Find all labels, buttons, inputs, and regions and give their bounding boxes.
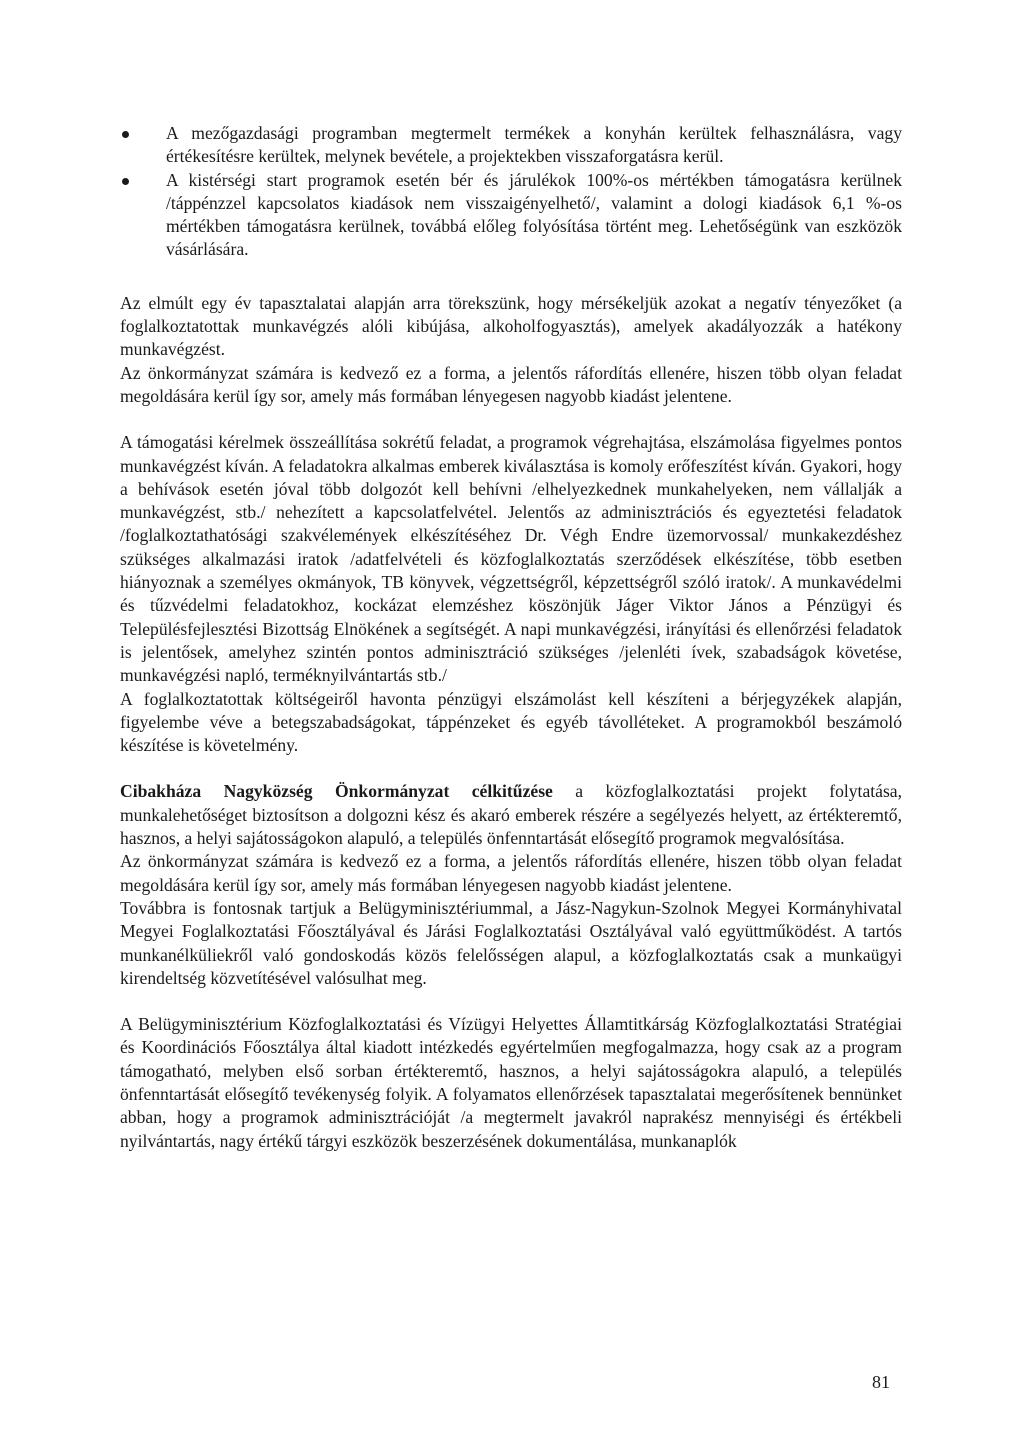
bullet-list bbox=[120, 122, 902, 262]
objective-heading: Cibakháza Nagyközség Önkormányzat célkitűzése bbox=[120, 781, 553, 802]
bullet-icon bbox=[122, 178, 129, 185]
document-body bbox=[120, 122, 902, 1153]
paragraph-costs: A foglalkoztatottak költségeiről havonta pénzügyi elszámolást kell készíteni a bérjegyzékek alapján, figyelembe véve a betegszabadságokat, táppénzeket és egyéb távolléteket. A programokból beszámoló készítése is követelmény. bbox=[120, 688, 902, 756]
bullet-item bbox=[120, 169, 902, 262]
paragraph-objective bbox=[120, 780, 902, 850]
paragraph-application-tasks: A támogatási kérelmek összeállítása sokrétű feladat, a programok végrehajtása, elszámolása figyelmes pontos munkavégzést kíván. A feladatokra alkalmas emberek kiválasztása is komoly erőfeszítést kíván. Gyakori, hogy a behívások esetén jóval több dolgozót kell behívni /elhelyezkednek munkahelyeken, nem vállalják a munkavégzést, stb./ nehezített a kapcsolatfelvétel. Jelentős az adminisztrációs és egyeztetési feladatok /foglalkoztathatósági szakvélemények elkészítéséhez Dr. Végh Endre üzemorvossal/ munkakezdéshez szükséges alkalmazási iratok /adatfelvételi és közfoglalkoztatás szerződések elkészítése, több esetben hiányoznak a személyes okmányok, TB könyvek, végzettségről, képzettségről szóló iratok/. A munkavédelmi és tűzvédelmi feladatokhoz, kockázat elemzéshez köszönjük Jáger Viktor János a Pénzügyi és Településfejlesztési Bizottság Elnökének a segítségét. A napi munkavégzési, irányítási és ellenőrzési feladatok is jelentősek, amelyhez szintén pontos adminisztráció szükséges /jelenléti ívek, szabadságok követése, munkavégzési napló, terméknyilvántartás stb./ bbox=[120, 432, 902, 686]
page-number: 81 bbox=[872, 1372, 890, 1392]
bullet-icon bbox=[122, 131, 129, 138]
bullet-text: A mezőgazdasági programban megtermelt termékek a konyhán kerültek felhasználásra, vagy értékesítésre kerültek, melynek bevétele, a projektekben visszaforgatásra kerül. bbox=[166, 123, 902, 167]
paragraph-favorable-form: Az önkormányzat számára is kedvező ez a forma, a jelentős ráfordítás ellenére, hiszen több olyan feladat megoldására kerül így sor, amely más formában lényegesen nagyobb kiadást jelentene. bbox=[120, 362, 902, 406]
paragraph-experience: Az elmúlt egy év tapasztalatai alapján arra törekszünk, hogy mérsékeljük azokat a negatív tényezőket (a foglalkoztatottak munkavégzés alóli kibújása, alkoholfogyasztás), amelyek akadályozzák a hatékony munkavégzést. bbox=[120, 292, 902, 360]
paragraph-cooperation: Továbbra is fontosnak tartjuk a Belügyminisztériummal, a Jász-Nagykun-Szolnok Megyei Kormányhivatal Megyei Foglalkoztatási Főosztályával és Járási Foglalkoztatási Osztályával való együttműködést. A tartós munkanélküliekről való gondoskodás közös felelősségen alapul, a közfoglalkoztatás csak a munkaügyi kirendeltség közvetítésével valósulhat meg. bbox=[120, 897, 902, 988]
objective-text: a közfoglalkoztatási projekt folytatása, munkalehetőséget biztosítson a dolgozni kész és akaró emberek részére a segélyezés helyett, az értékteremtő, hasznos, a helyi sajátosságokon alapuló, a település önfenntartását elősegítő programok megvalósítása. bbox=[120, 781, 903, 849]
bullet-text: A kistérségi start programok esetén bér és járulékok 100%-os mértékben támogatásra kerülnek /táppénzzel kapcsolatos kiadások nem visszaigényelhető/, valamint a dologi kiadások 6,1 %-os mértékben támogatásra kerülnek, továbbá előleg folyósítása történt meg. Lehetőségünk van eszközök vásárlására. bbox=[166, 169, 902, 260]
paragraph-ministry: A Belügyminisztérium Közfoglalkoztatási és Vízügyi Helyettes Államtitkárság Közfoglalkoztatási Stratégiai és Koordinációs Főosztálya által kiadott intézkedés egyértelműen megfogalmazza, hogy csak az a program támogatható, melyben első sorban értékteremtő, hasznos, a helyi sajátosságokra alapuló, a település önfenntartását elősegítő tevékenység folyik. A folyamatos ellenőrzések tapasztalatai megerősítenek bennünket abban, hogy a programok adminisztrációját /a megtermelt javakról naprakész mennyiségi és értékbeli nyilvántartás, nagy értékű tárgyi eszközök beszerzésének dokumentálása, munkanaplók bbox=[120, 1014, 902, 1151]
paragraph-favorable-form-repeat: Az önkormányzat számára is kedvező ez a forma, a jelentős ráfordítás ellenére, hiszen több olyan feladat megoldására kerül így sor, amely más formában lényegesen nagyobb kiadást jelentene. bbox=[120, 851, 902, 895]
bullet-item bbox=[120, 122, 902, 169]
